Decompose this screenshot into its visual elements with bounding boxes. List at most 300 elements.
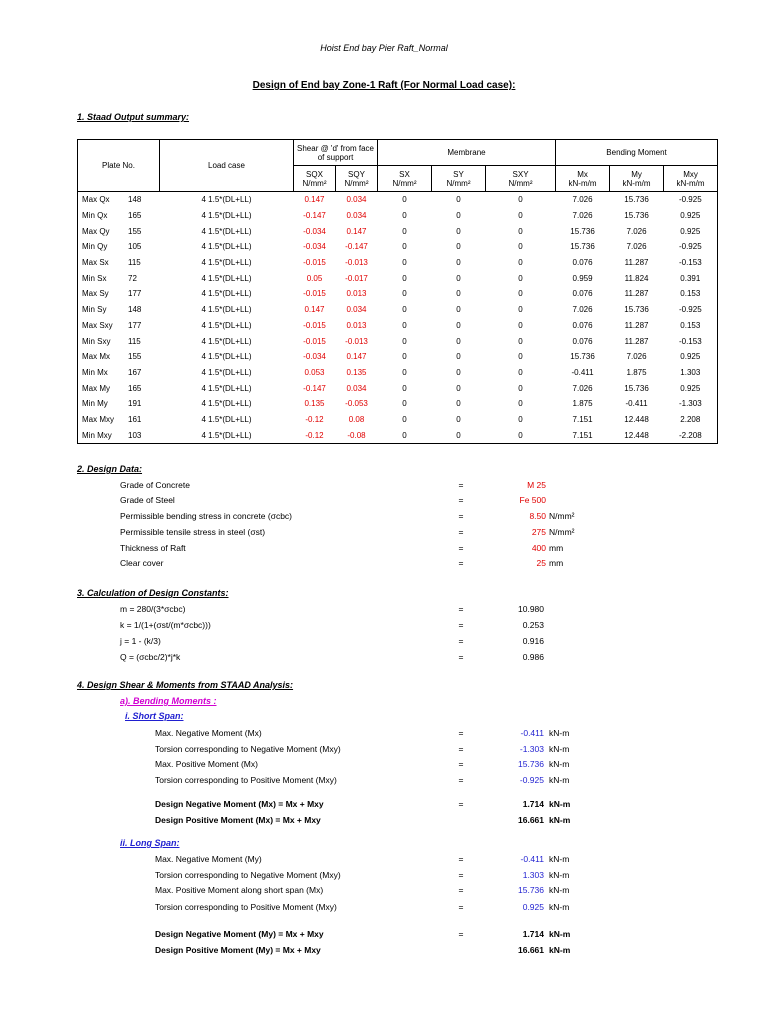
cell-sx: 0 xyxy=(402,414,407,424)
cell-load-case: 4 1.5*(DL+LL) xyxy=(201,336,252,346)
clear-cover-unit: mm xyxy=(549,558,564,568)
cell-mxy: 0.391 xyxy=(680,273,701,283)
subcol-name: SY xyxy=(453,169,464,179)
clear-cover-label: Clear cover xyxy=(120,558,164,568)
cell-plate-number: 103 xyxy=(128,430,142,440)
short-max-positive-moment-value: 15.736 xyxy=(518,759,544,769)
cell-sx: 0 xyxy=(402,399,407,409)
table-row xyxy=(78,365,718,381)
short-max-negative-moment-unit: kN-m xyxy=(549,728,570,738)
cell-mxy: 0.925 xyxy=(680,383,701,393)
clear-cover-value: 25 xyxy=(536,558,546,568)
permissible-tensile-stress-label: Permissible tensile stress in steel (σst) xyxy=(120,527,266,537)
grade-of-concrete-label: Grade of Concrete xyxy=(120,480,190,490)
cell-mxy: -0.153 xyxy=(678,336,702,346)
cell-sqy: 0.08 xyxy=(348,414,365,424)
table-row xyxy=(78,270,718,286)
permissible-bending-stress-label: Permissible bending stress in concrete (σcbc) xyxy=(120,511,293,521)
cell-plate-number: 165 xyxy=(128,211,142,221)
cell-plate xyxy=(78,349,160,365)
cell-criterion: Min My xyxy=(82,399,108,409)
subcol-name: SXY xyxy=(512,169,529,179)
cell-plate xyxy=(78,255,160,271)
long-design-negative-moment-unit: kN-m xyxy=(549,929,571,939)
subcol-mx xyxy=(556,166,610,192)
cell-sxy: 0 xyxy=(518,242,523,252)
cell-sqx: -0.034 xyxy=(303,352,326,362)
cell-sx: 0 xyxy=(402,320,407,330)
long-design-negative-moment-label: Design Negative Moment (My) = Mx + Mxy xyxy=(155,929,324,939)
short-max-positive-moment-label: Max. Positive Moment (Mx) xyxy=(155,759,258,769)
cell-sqx: -0.034 xyxy=(303,242,326,252)
cell-plate-number: 115 xyxy=(128,336,141,346)
cell-plate xyxy=(78,208,160,224)
section-design-data: 2. Design Data: xyxy=(77,464,143,474)
table-row xyxy=(78,380,718,396)
cell-sy: 0 xyxy=(456,399,461,409)
subcol-name: SQY xyxy=(348,169,365,179)
long-design-positive-moment-value: 16.661 xyxy=(518,945,544,955)
cell-sy: 0 xyxy=(456,273,461,283)
cell-mxy: 0.153 xyxy=(680,320,701,330)
subsection-bending-moments: a). Bending Moments : xyxy=(120,696,217,706)
cell-my: 1.875 xyxy=(626,367,647,377)
cell-criterion: Min Mxy xyxy=(82,430,112,440)
section-staad-output: 1. Staad Output summary: xyxy=(77,112,190,122)
short-torsion-negative-label: Torsion corresponding to Negative Moment (Mxy) xyxy=(155,744,341,754)
cell-sqx: -0.015 xyxy=(303,320,326,330)
cell-sy: 0 xyxy=(456,211,461,221)
long-design-negative-moment-equals: = xyxy=(458,929,464,939)
cell-my: 7.026 xyxy=(626,352,647,362)
long-design-negative-moment-value: 1.714 xyxy=(522,929,544,939)
cell-sy: 0 xyxy=(456,226,461,236)
cell-load-case: 4 1.5*(DL+LL) xyxy=(201,289,252,299)
cell-sqy: -0.017 xyxy=(345,273,368,283)
cell-plate xyxy=(78,302,160,318)
cell-sxy: 0 xyxy=(518,289,523,299)
cell-sy: 0 xyxy=(456,336,461,346)
constant-m-value: 10.980 xyxy=(518,604,544,614)
cell-mx: 0.959 xyxy=(572,273,593,283)
cell-load-case: 4 1.5*(DL+LL) xyxy=(201,399,252,409)
section-design-shear-moments: 4. Design Shear & Moments from STAAD Analysis: xyxy=(77,680,294,690)
cell-load-case: 4 1.5*(DL+LL) xyxy=(201,414,252,424)
cell-sy: 0 xyxy=(456,414,461,424)
cell-sx: 0 xyxy=(402,226,407,236)
cell-load-case: 4 1.5*(DL+LL) xyxy=(201,273,252,283)
cell-mx: 0.076 xyxy=(572,289,593,299)
cell-mx: 1.875 xyxy=(572,399,593,409)
cell-my: 11.287 xyxy=(624,289,649,299)
grade-of-steel-value: Fe 500 xyxy=(519,495,546,505)
cell-plate-number: 167 xyxy=(128,367,142,377)
constant-m-label: m = 280/(3*σcbc) xyxy=(120,604,186,614)
cell-load-case: 4 1.5*(DL+LL) xyxy=(201,383,252,393)
thickness-of-raft-unit: mm xyxy=(549,543,564,553)
cell-plate xyxy=(78,333,160,349)
cell-sy: 0 xyxy=(456,383,461,393)
cell-load-case: 4 1.5*(DL+LL) xyxy=(201,195,252,205)
subcol-name: Mx xyxy=(577,169,588,179)
long-design-positive-moment-label: Design Positive Moment (My) = Mx + Mxy xyxy=(155,945,321,955)
cell-sxy: 0 xyxy=(518,383,523,393)
cell-sxy: 0 xyxy=(518,352,523,362)
cell-sy: 0 xyxy=(456,242,461,252)
table-row xyxy=(78,427,718,443)
subcol-my xyxy=(610,166,664,192)
short-torsion-negative-unit: kN-m xyxy=(549,744,570,754)
cell-criterion: Min Qy xyxy=(82,242,108,252)
cell-mxy: -0.925 xyxy=(678,242,702,252)
cell-load-case: 4 1.5*(DL+LL) xyxy=(201,352,252,362)
cell-my: 12.448 xyxy=(624,430,649,440)
subcol-sxy xyxy=(486,166,556,192)
permissible-tensile-stress-unit: N/mm² xyxy=(549,527,575,537)
constant-q-label: Q = (σcbc/2)*j*k xyxy=(120,652,181,662)
cell-mxy: 0.925 xyxy=(680,226,701,236)
constant-q-equals: = xyxy=(458,652,464,662)
cell-mx: 15.736 xyxy=(570,352,595,362)
constant-m-equals: = xyxy=(458,604,464,614)
long-max-negative-moment-unit: kN-m xyxy=(549,854,570,864)
cell-sqy: -0.013 xyxy=(345,336,368,346)
table-row xyxy=(78,349,718,365)
cell-my: 15.736 xyxy=(624,305,649,315)
constant-k-label: k = 1/(1+(σst/(m*σcbc))) xyxy=(120,620,211,630)
short-design-negative-moment-equals: = xyxy=(458,799,464,809)
subcol-unit: N/mm² xyxy=(446,178,471,188)
cell-load-case: 4 1.5*(DL+LL) xyxy=(201,226,252,236)
cell-sy: 0 xyxy=(456,258,461,268)
table-row xyxy=(78,286,718,302)
short-design-positive-moment-label: Design Positive Moment (Mx) = Mx + Mxy xyxy=(155,815,321,825)
cell-plate-number: 148 xyxy=(128,305,142,315)
cell-mx: 0.076 xyxy=(572,336,593,346)
cell-sxy: 0 xyxy=(518,273,523,283)
cell-my: -0.411 xyxy=(625,399,648,409)
cell-criterion: Max Qx xyxy=(82,195,110,205)
subcol-unit: N/mm² xyxy=(508,178,533,188)
cell-sqy: 0.034 xyxy=(346,211,367,221)
table-row xyxy=(78,412,718,428)
table-row xyxy=(78,208,718,224)
subcol-name: SX xyxy=(399,169,410,179)
cell-mx: 7.026 xyxy=(572,195,593,205)
col-membrane: Membrane xyxy=(378,140,556,166)
cell-sqy: 0.013 xyxy=(346,289,367,299)
constant-j-value: 0.916 xyxy=(522,636,544,646)
cell-my: 11.287 xyxy=(624,320,649,330)
long-max-negative-moment-label: Max. Negative Moment (My) xyxy=(155,854,262,864)
short-design-negative-moment-label: Design Negative Moment (Mx) = Mx + Mxy xyxy=(155,799,324,809)
cell-plate xyxy=(78,270,160,286)
permissible-bending-stress-value: 8.50 xyxy=(529,511,546,521)
col-bending-moment: Bending Moment xyxy=(556,140,718,166)
cell-plate xyxy=(78,192,160,208)
cell-mx: 7.151 xyxy=(572,414,593,424)
constant-q-value: 0.986 xyxy=(522,652,544,662)
cell-sqx: -0.12 xyxy=(305,430,324,440)
section-design-constants: 3. Calculation of Design Constants: xyxy=(77,588,229,598)
cell-mx: 7.026 xyxy=(572,305,593,315)
cell-criterion: Min Sy xyxy=(82,305,107,315)
thickness-of-raft-label: Thickness of Raft xyxy=(120,543,186,553)
cell-sy: 0 xyxy=(456,195,461,205)
subcol-mxy xyxy=(664,166,718,192)
cell-sqx: 0.147 xyxy=(304,305,325,315)
grade-of-steel-label: Grade of Steel xyxy=(120,495,175,505)
permissible-tensile-stress-value: 275 xyxy=(531,527,546,537)
cell-criterion: Min Qx xyxy=(82,211,108,221)
cell-sx: 0 xyxy=(402,430,407,440)
cell-plate-number: 177 xyxy=(128,320,142,330)
cell-plate-number: 105 xyxy=(128,242,142,252)
table-row xyxy=(78,396,718,412)
cell-sy: 0 xyxy=(456,430,461,440)
cell-sx: 0 xyxy=(402,336,407,346)
cell-my: 7.026 xyxy=(626,242,647,252)
cell-plate-number: 148 xyxy=(128,195,142,205)
cell-plate xyxy=(78,380,160,396)
subcol-unit: kN-m/m xyxy=(622,178,651,188)
table-row xyxy=(78,223,718,239)
long-max-positive-moment-unit: kN-m xyxy=(549,885,570,895)
long-torsion-negative-equals: = xyxy=(458,870,464,880)
table-row xyxy=(78,333,718,349)
col-load-case: Load case xyxy=(160,140,294,192)
short-design-negative-moment-unit: kN-m xyxy=(549,799,571,809)
cell-sqx: 0.053 xyxy=(304,367,325,377)
thickness-of-raft-value: 400 xyxy=(531,543,546,553)
cell-sqy: 0.034 xyxy=(346,383,367,393)
col-plate-no: Plate No. xyxy=(78,140,160,192)
cell-criterion: Min Mx xyxy=(82,367,108,377)
cell-mx: 15.736 xyxy=(570,226,595,236)
cell-sxy: 0 xyxy=(518,430,523,440)
cell-criterion: Max My xyxy=(82,383,110,393)
table-row xyxy=(78,318,718,334)
cell-mx: 15.736 xyxy=(570,242,595,252)
cell-criterion: Max Sx xyxy=(82,258,109,268)
cell-my: 11.287 xyxy=(624,336,649,346)
subcol-name: Mxy xyxy=(683,169,698,179)
cell-mxy: 1.303 xyxy=(680,367,701,377)
cell-sqx: 0.135 xyxy=(304,399,325,409)
cell-sy: 0 xyxy=(456,367,461,377)
long-max-positive-moment-label: Max. Positive Moment along short span (Mx) xyxy=(155,885,324,895)
short-max-negative-moment-value: -0.411 xyxy=(520,728,544,738)
cell-sqx: 0.147 xyxy=(304,195,325,205)
short-max-positive-moment-equals: = xyxy=(458,759,464,769)
cell-mxy: -2.208 xyxy=(678,430,702,440)
cell-my: 12.448 xyxy=(624,414,649,424)
cell-sqy: 0.147 xyxy=(346,226,367,236)
subcol-unit: kN-m/m xyxy=(676,178,705,188)
long-max-positive-moment-value: 15.736 xyxy=(518,885,544,895)
cell-mxy: 0.153 xyxy=(680,289,701,299)
long-torsion-negative-value: 1.303 xyxy=(522,870,544,880)
cell-plate-number: 115 xyxy=(128,258,141,268)
cell-sx: 0 xyxy=(402,305,407,315)
cell-plate-number: 165 xyxy=(128,383,142,393)
cell-load-case: 4 1.5*(DL+LL) xyxy=(201,367,252,377)
cell-criterion: Min Sxy xyxy=(82,336,111,346)
cell-mx: 7.151 xyxy=(572,430,593,440)
cell-criterion: Max Mxy xyxy=(82,414,114,424)
cell-mx: 7.026 xyxy=(572,383,593,393)
cell-sxy: 0 xyxy=(518,305,523,315)
cell-plate xyxy=(78,223,160,239)
cell-sqx: -0.015 xyxy=(303,289,326,299)
cell-sx: 0 xyxy=(402,195,407,205)
cell-my: 15.736 xyxy=(624,383,649,393)
cell-load-case: 4 1.5*(DL+LL) xyxy=(201,430,252,440)
cell-sqy: -0.147 xyxy=(345,242,368,252)
table-row xyxy=(78,192,718,208)
cell-sx: 0 xyxy=(402,258,407,268)
staad-output-table xyxy=(77,139,718,444)
grade-of-concrete-equals: = xyxy=(458,480,464,490)
short-max-negative-moment-label: Max. Negative Moment (Mx) xyxy=(155,728,262,738)
cell-sy: 0 xyxy=(456,320,461,330)
cell-plate-number: 161 xyxy=(128,414,142,424)
cell-criterion: Max Sxy xyxy=(82,320,113,330)
long-design-positive-moment-unit: kN-m xyxy=(549,945,571,955)
cell-mxy: 0.925 xyxy=(680,211,701,221)
cell-criterion: Max Qy xyxy=(82,226,110,236)
constant-k-value: 0.253 xyxy=(522,620,544,630)
long-max-negative-moment-equals: = xyxy=(458,854,464,864)
subcol-unit: N/mm² xyxy=(344,178,369,188)
subcol-name: SQX xyxy=(306,169,323,179)
short-span-heading: i. Short Span: xyxy=(125,711,184,721)
constant-j-equals: = xyxy=(458,636,464,646)
short-torsion-positive-label: Torsion corresponding to Positive Moment (Mxy) xyxy=(155,775,337,785)
permissible-tensile-stress-equals: = xyxy=(458,527,464,537)
cell-sx: 0 xyxy=(402,273,407,283)
cell-sxy: 0 xyxy=(518,336,523,346)
short-torsion-negative-value: -1.303 xyxy=(519,744,544,754)
cell-plate-number: 155 xyxy=(128,352,142,362)
permissible-bending-stress-unit: N/mm² xyxy=(549,511,575,521)
clear-cover-equals: = xyxy=(458,558,464,568)
cell-sqy: 0.147 xyxy=(346,352,367,362)
cell-mx: 7.026 xyxy=(572,211,593,221)
subcol-unit: N/mm² xyxy=(302,178,327,188)
cell-sx: 0 xyxy=(402,211,407,221)
cell-mxy: 0.925 xyxy=(680,352,701,362)
subcol-sx xyxy=(378,166,432,192)
long-max-negative-moment-value: -0.411 xyxy=(520,854,544,864)
cell-load-case: 4 1.5*(DL+LL) xyxy=(201,211,252,221)
cell-plate xyxy=(78,318,160,334)
cell-sxy: 0 xyxy=(518,367,523,377)
cell-my: 15.736 xyxy=(624,195,649,205)
cell-mxy: -1.303 xyxy=(678,399,702,409)
cell-sqy: -0.013 xyxy=(345,258,368,268)
cell-sx: 0 xyxy=(402,367,407,377)
cell-sxy: 0 xyxy=(518,399,523,409)
subcol-name: My xyxy=(631,169,642,179)
cell-sqy: 0.034 xyxy=(346,305,367,315)
thickness-of-raft-equals: = xyxy=(458,543,464,553)
cell-my: 11.287 xyxy=(624,258,649,268)
short-design-negative-moment-value: 1.714 xyxy=(522,799,544,809)
cell-sqx: 0.05 xyxy=(306,273,323,283)
subcol-unit: kN-m/m xyxy=(568,178,597,188)
short-torsion-positive-value: -0.925 xyxy=(519,775,544,785)
col-shear: Shear @ 'd' from face of support xyxy=(294,140,378,166)
cell-mxy: 2.208 xyxy=(680,414,701,424)
cell-plate-number: 72 xyxy=(128,273,137,283)
cell-criterion: Max Sy xyxy=(82,289,109,299)
cell-sxy: 0 xyxy=(518,211,523,221)
permissible-bending-stress-equals: = xyxy=(458,511,464,521)
cell-mx: 0.076 xyxy=(572,258,593,268)
cell-load-case: 4 1.5*(DL+LL) xyxy=(201,305,252,315)
cell-my: 11.824 xyxy=(624,273,649,283)
cell-sxy: 0 xyxy=(518,258,523,268)
cell-sx: 0 xyxy=(402,383,407,393)
cell-my: 7.026 xyxy=(626,226,647,236)
cell-mx: -0.411 xyxy=(571,367,594,377)
table-row xyxy=(78,255,718,271)
table-row xyxy=(78,239,718,255)
long-torsion-negative-label: Torsion corresponding to Negative Moment (Mxy) xyxy=(155,870,341,880)
cell-plate xyxy=(78,239,160,255)
cell-sqx: -0.147 xyxy=(303,383,326,393)
grade-of-steel-equals: = xyxy=(458,495,464,505)
cell-mxy: -0.925 xyxy=(678,195,702,205)
cell-sy: 0 xyxy=(456,305,461,315)
cell-plate-number: 191 xyxy=(128,399,142,409)
subcol-sqy xyxy=(336,166,378,192)
cell-sxy: 0 xyxy=(518,414,523,424)
cell-my: 15.736 xyxy=(624,211,649,221)
cell-load-case: 4 1.5*(DL+LL) xyxy=(201,242,252,252)
cell-sqx: -0.147 xyxy=(303,211,326,221)
short-torsion-negative-equals: = xyxy=(458,744,464,754)
cell-sqy: -0.08 xyxy=(347,430,366,440)
subcol-sqx xyxy=(294,166,336,192)
grade-of-concrete-value: M 25 xyxy=(527,480,546,490)
cell-sqy: 0.013 xyxy=(346,320,367,330)
cell-mx: 0.076 xyxy=(572,320,593,330)
long-torsion-positive-label: Torsion corresponding to Positive Moment (Mxy) xyxy=(155,902,337,912)
cell-plate-number: 177 xyxy=(128,289,142,299)
cell-criterion: Max Mx xyxy=(82,352,110,362)
long-torsion-positive-equals: = xyxy=(458,902,464,912)
cell-sqy: 0.135 xyxy=(346,367,367,377)
cell-mxy: -0.153 xyxy=(678,258,702,268)
cell-criterion: Min Sx xyxy=(82,273,107,283)
page-header: Hoist End bay Pier Raft_Normal xyxy=(320,43,448,53)
cell-load-case: 4 1.5*(DL+LL) xyxy=(201,320,252,330)
long-span-heading: ii. Long Span: xyxy=(120,838,180,848)
long-torsion-positive-unit: kN-m xyxy=(549,902,570,912)
cell-sxy: 0 xyxy=(518,226,523,236)
cell-sx: 0 xyxy=(402,352,407,362)
long-torsion-negative-unit: kN-m xyxy=(549,870,570,880)
long-torsion-positive-value: 0.925 xyxy=(522,902,544,912)
cell-plate xyxy=(78,365,160,381)
cell-sx: 0 xyxy=(402,289,407,299)
cell-sqy: 0.034 xyxy=(346,195,367,205)
cell-plate xyxy=(78,427,160,443)
short-max-negative-moment-equals: = xyxy=(458,728,464,738)
table-row xyxy=(78,302,718,318)
